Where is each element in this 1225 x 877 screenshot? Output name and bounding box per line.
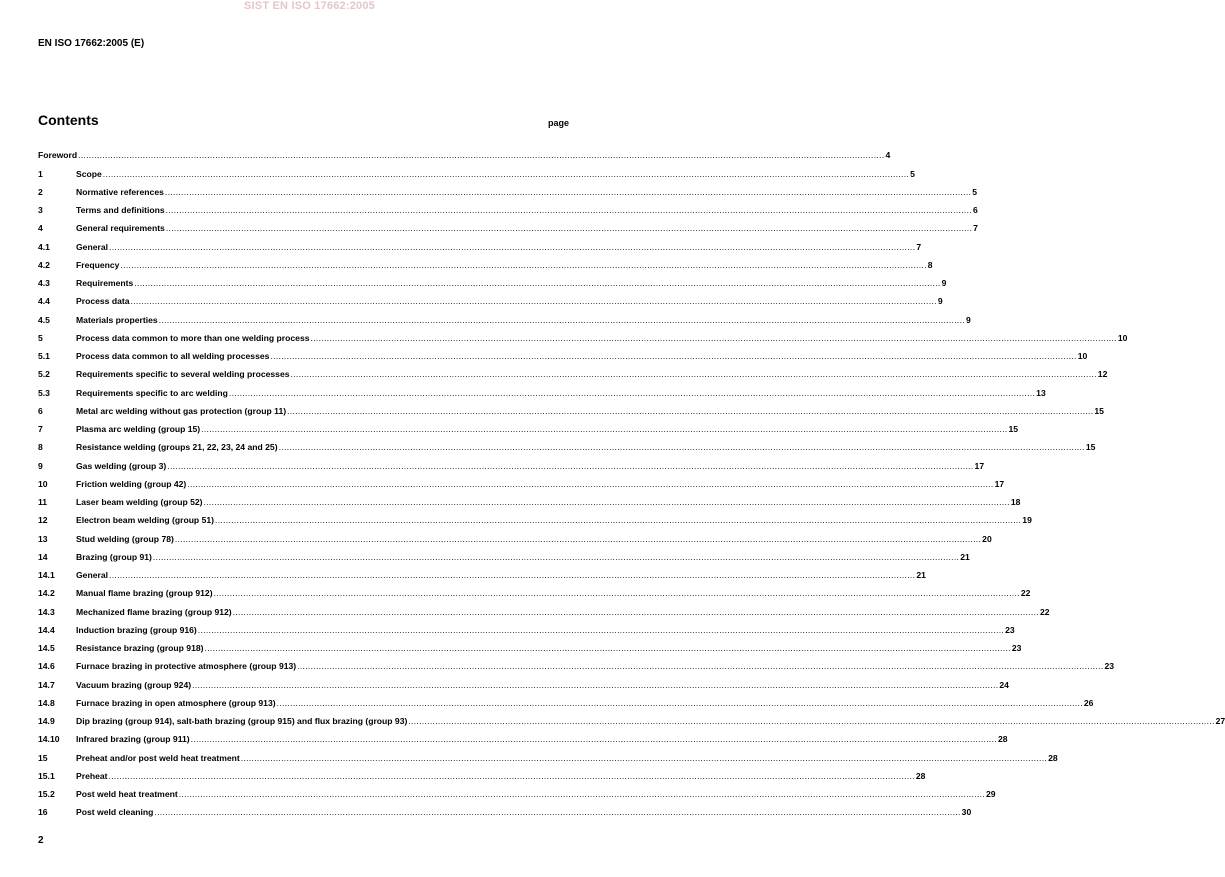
toc-entry-title: Induction brazing (group 916) bbox=[76, 624, 197, 635]
toc-entry[interactable] bbox=[38, 643, 1022, 661]
toc-entry-title: Mechanized flame brazing (group 912) bbox=[76, 606, 232, 617]
toc-entry-title: Resistance brazing (group 918) bbox=[76, 643, 204, 653]
toc-entry-page: 10 bbox=[1077, 351, 1088, 361]
dot-leader: ............................................................................................................................................................................................................................................................................................................ bbox=[120, 259, 927, 270]
toc-entry[interactable] bbox=[38, 351, 1088, 369]
toc-entry-number: 15 bbox=[38, 752, 48, 763]
toc-entry[interactable] bbox=[38, 223, 978, 241]
dot-leader: ............................................................................................................................................................................................................................................................................................................ bbox=[203, 497, 1010, 507]
toc-entry-page: 20 bbox=[982, 533, 992, 544]
toc-entry-page: 5 bbox=[910, 168, 915, 179]
toc-entry-title: Furnace brazing in protective atmosphere (group 913) bbox=[76, 661, 297, 672]
dot-leader: ............................................................................................................................................................................................................................................................................................................ bbox=[408, 716, 1215, 726]
toc-entry[interactable] bbox=[38, 734, 1008, 752]
toc-entry-page: 22 bbox=[1020, 588, 1031, 599]
toc-entry-title: Preheat bbox=[76, 770, 108, 781]
toc-entry-number: 3 bbox=[38, 205, 43, 215]
toc-entry[interactable] bbox=[38, 205, 978, 223]
toc-entry-number: 2 bbox=[38, 186, 43, 197]
toc-entry-title: Scope bbox=[76, 168, 102, 179]
dot-leader: ............................................................................................................................................................................................................................................................................................................ bbox=[109, 241, 916, 252]
toc-entry-page: 9 bbox=[965, 314, 971, 325]
dot-leader: ............................................................................................................................................................................................................................................................................................................ bbox=[240, 752, 1048, 763]
dot-leader: ............................................................................................................................................................................................................................................................................................................ bbox=[158, 314, 965, 325]
toc-entry-number: 4.2 bbox=[38, 259, 50, 270]
toc-entry-title: Gas welding (group 3) bbox=[76, 460, 167, 471]
toc-entry-number: 6 bbox=[38, 405, 43, 416]
toc-entry-page: 24 bbox=[999, 679, 1009, 690]
toc-entry-number: 11 bbox=[38, 497, 48, 507]
toc-entry-number: 4 bbox=[38, 223, 43, 234]
toc-entry-title: Requirements bbox=[76, 278, 134, 288]
document-id: EN ISO 17662:2005 (E) bbox=[38, 38, 145, 49]
toc-entry-title: Metal arc welding without gas protection (group 11) bbox=[76, 405, 287, 416]
toc-entry-page: 18 bbox=[1010, 497, 1021, 507]
toc-entry-page: 23 bbox=[1104, 661, 1114, 672]
toc-entry-number: 14.9 bbox=[38, 716, 55, 726]
dot-leader: ............................................................................................................................................................................................................................................................................................................ bbox=[310, 332, 1117, 343]
toc-entry-title: Process data common to all welding processes bbox=[76, 351, 270, 361]
toc-entry-page: 5 bbox=[972, 186, 977, 197]
toc-entry-page: 28 bbox=[1048, 752, 1058, 763]
dot-leader: ............................................................................................................................................................................................................................................................................................................ bbox=[109, 570, 916, 580]
toc-entry[interactable] bbox=[38, 661, 1114, 679]
toc-entry[interactable] bbox=[38, 697, 1094, 716]
toc-entry-number: 10 bbox=[38, 478, 48, 489]
dot-leader: ............................................................................................................................................................................................................................................................................................................ bbox=[152, 551, 960, 562]
toc-entry[interactable] bbox=[38, 332, 1128, 351]
toc-entry-page: 8 bbox=[927, 259, 933, 270]
toc-entry-number: 4.5 bbox=[38, 314, 50, 325]
toc-entry-number: 8 bbox=[38, 442, 43, 453]
toc-entry-title: Frequency bbox=[76, 259, 120, 270]
toc-entry[interactable] bbox=[38, 186, 977, 205]
dot-leader: ............................................................................................................................................................................................................................................................................................................ bbox=[165, 223, 973, 234]
toc-entry[interactable] bbox=[38, 570, 926, 588]
toc-entry-page: 9 bbox=[937, 296, 943, 307]
toc-entry-page: 4 bbox=[885, 150, 891, 160]
toc-entry-title: Process data bbox=[76, 296, 130, 307]
toc-entry-number: 14.3 bbox=[38, 606, 55, 617]
toc-title: Contents bbox=[38, 112, 99, 128]
toc-entry-page: 27 bbox=[1215, 716, 1225, 726]
toc-entry-number: 15.1 bbox=[38, 770, 55, 781]
toc-entry-page: 26 bbox=[1083, 697, 1094, 708]
toc-entry-title: Process data common to more than one welding process bbox=[76, 332, 310, 343]
toc-entry-page: 28 bbox=[997, 734, 1008, 745]
toc-entry-number: 13 bbox=[38, 533, 48, 544]
toc-entry[interactable] bbox=[38, 478, 1005, 497]
toc-entry[interactable] bbox=[38, 369, 1108, 387]
dot-leader: ............................................................................................................................................................................................................................................................................................................ bbox=[276, 697, 1083, 708]
dot-leader: ............................................................................................................................................................................................................................................................................................................ bbox=[154, 807, 961, 818]
toc-entry[interactable] bbox=[38, 460, 985, 479]
toc-entry[interactable] bbox=[38, 387, 1046, 406]
toc-entry-number: 4.1 bbox=[38, 241, 50, 252]
toc-entry-page: 6 bbox=[972, 205, 978, 215]
toc-entry-page: 13 bbox=[1036, 387, 1046, 398]
toc-entry-page: 23 bbox=[1011, 643, 1022, 653]
dot-leader: ............................................................................................................................................................................................................................................................................................................ bbox=[197, 624, 1005, 635]
toc-entry[interactable] bbox=[38, 424, 1019, 442]
toc-entry-page: 15 bbox=[1085, 442, 1096, 453]
toc-entry-page: 21 bbox=[960, 551, 970, 562]
footer-page-number: 2 bbox=[38, 835, 44, 846]
toc-entry-title: Resistance welding (groups 21, 22, 23, 24 and 25) bbox=[76, 442, 278, 453]
toc-entry-number: 12 bbox=[38, 515, 48, 526]
dot-leader: ............................................................................................................................................................................................................................................................................................................ bbox=[167, 460, 974, 471]
toc-entry-number: 1 bbox=[38, 168, 43, 179]
toc-entry-number: 14.5 bbox=[38, 643, 55, 653]
toc-entry-page: 7 bbox=[916, 241, 922, 252]
dot-leader: ............................................................................................................................................................................................................................................................................................................ bbox=[78, 150, 885, 160]
toc-entry-number: 5.1 bbox=[38, 351, 50, 361]
toc-entry[interactable] bbox=[38, 551, 970, 570]
toc-entry-number: 14.7 bbox=[38, 679, 55, 690]
toc-entry[interactable] bbox=[38, 679, 1009, 698]
dot-leader: ............................................................................................................................................................................................................................................................................................................ bbox=[130, 296, 937, 307]
toc-entry-title: Stud welding (group 78) bbox=[76, 533, 174, 544]
toc-entry[interactable] bbox=[38, 296, 943, 314]
dot-leader: ............................................................................................................................................................................................................................................................................................................ bbox=[102, 168, 910, 179]
dot-leader: ............................................................................................................................................................................................................................................................................................................ bbox=[165, 205, 972, 215]
toc-entry-title: Post weld cleaning bbox=[76, 807, 154, 818]
toc-entries bbox=[38, 168, 1225, 826]
toc-entry-number: 5 bbox=[38, 332, 43, 343]
dot-leader: ............................................................................................................................................................................................................................................................................................................ bbox=[215, 515, 1022, 526]
dot-leader: ............................................................................................................................................................................................................................................................................................................ bbox=[190, 734, 997, 745]
toc-entry-number: 14.1 bbox=[38, 570, 55, 580]
toc-entry-page: 30 bbox=[961, 807, 972, 818]
dot-leader: ............................................................................................................................................................................................................................................................................................................ bbox=[270, 351, 1077, 361]
toc-entry-page: 12 bbox=[1097, 369, 1108, 380]
toc-entry-title: Friction welding (group 42) bbox=[76, 478, 187, 489]
toc-entry-title: General requirements bbox=[76, 223, 165, 234]
toc-entry-title: Requirements specific to arc welding bbox=[76, 387, 228, 398]
dot-leader: ............................................................................................................................................................................................................................................................................................................ bbox=[164, 186, 972, 197]
toc-entry-page: 10 bbox=[1117, 332, 1128, 343]
toc-entry[interactable] bbox=[38, 770, 926, 789]
toc-entry[interactable] bbox=[38, 533, 992, 552]
toc-entry[interactable] bbox=[38, 314, 971, 333]
toc-entry-page: 28 bbox=[915, 770, 926, 781]
dot-leader: ............................................................................................................................................................................................................................................................................................................ bbox=[187, 478, 994, 489]
dot-leader: ............................................................................................................................................................................................................................................................................................................ bbox=[287, 405, 1094, 416]
toc-entry-number: 14.6 bbox=[38, 661, 55, 672]
toc-entry[interactable] bbox=[38, 168, 915, 187]
toc-entry[interactable] bbox=[38, 752, 1058, 771]
toc-entry-number: 5.3 bbox=[38, 387, 50, 398]
toc-entry-number: 15.2 bbox=[38, 789, 55, 799]
toc-entry[interactable] bbox=[38, 716, 1225, 734]
dot-leader: ............................................................................................................................................................................................................................................................................................................ bbox=[228, 387, 1036, 398]
toc-entry-title: Infrared brazing (group 911) bbox=[76, 734, 190, 745]
toc-entry-title: Terms and definitions bbox=[76, 205, 165, 215]
dot-leader: ............................................................................................................................................................................................................................................................................................................ bbox=[108, 770, 915, 781]
watermark: SIST EN ISO 17662:2005 bbox=[244, 0, 375, 12]
toc-entry-title: General bbox=[76, 570, 109, 580]
toc-entry-number: 14.10 bbox=[38, 734, 60, 745]
toc-entry-number: 4.3 bbox=[38, 278, 50, 288]
toc-entry[interactable] bbox=[38, 405, 1104, 424]
toc-entry-page: 29 bbox=[986, 789, 996, 799]
toc-entry-title: Materials properties bbox=[76, 314, 158, 325]
toc-entry[interactable] bbox=[38, 588, 1031, 606]
toc-entry-title: Manual flame brazing (group 912) bbox=[76, 588, 213, 599]
toc-entry-foreword[interactable] bbox=[38, 150, 891, 169]
toc-entry-page: 22 bbox=[1039, 606, 1050, 617]
toc-entry[interactable] bbox=[38, 278, 947, 296]
toc-entry[interactable] bbox=[38, 807, 972, 825]
toc-entry-number: 14.4 bbox=[38, 624, 55, 635]
toc-entry-number: 5.2 bbox=[38, 369, 50, 380]
page-column-label: page bbox=[547, 118, 569, 128]
toc-entry-title: Electron beam welding (group 51) bbox=[76, 515, 214, 526]
toc-entry-page: 19 bbox=[1022, 515, 1032, 526]
toc-entry-page: 17 bbox=[994, 478, 1005, 489]
toc-entry-number: 16 bbox=[38, 807, 48, 818]
toc-entry[interactable] bbox=[38, 241, 922, 260]
dot-leader: ............................................................................................................................................................................................................................................................................................................ bbox=[297, 661, 1104, 672]
dot-leader: ............................................................................................................................................................................................................................................................................................................ bbox=[278, 442, 1085, 453]
dot-leader: ............................................................................................................................................................................................................................................................................................................ bbox=[174, 533, 982, 544]
toc-entry-number: 7 bbox=[38, 424, 43, 434]
toc-entry-title: General bbox=[76, 241, 109, 252]
dot-leader: ............................................................................................................................................................................................................................................................................................................ bbox=[204, 643, 1011, 653]
dot-leader: ............................................................................................................................................................................................................................................................................................................ bbox=[178, 789, 986, 799]
toc-entry-number: 4.4 bbox=[38, 296, 50, 307]
toc-entry[interactable] bbox=[38, 497, 1021, 515]
toc-entry-page: 7 bbox=[973, 223, 978, 234]
toc-entry[interactable] bbox=[38, 606, 1050, 625]
toc-entry-page: 21 bbox=[916, 570, 926, 580]
dot-leader: ............................................................................................................................................................................................................................................................................................................ bbox=[134, 278, 941, 288]
toc-entry-number: 14.2 bbox=[38, 588, 55, 599]
toc-entry-page: 15 bbox=[1094, 405, 1104, 416]
toc-entry-title: Dip brazing (group 914), salt-bath brazing (group 915) and flux brazing (group 93) bbox=[76, 716, 408, 726]
toc-entry-number: 14 bbox=[38, 551, 48, 562]
toc-entry-title: Brazing (group 91) bbox=[76, 551, 152, 562]
table-of-contents bbox=[38, 150, 1225, 826]
dot-leader: ............................................................................................................................................................................................................................................................................................................ bbox=[290, 369, 1097, 380]
toc-entry-title: Preheat and/or post weld heat treatment bbox=[76, 752, 240, 763]
dot-leader: ............................................................................................................................................................................................................................................................................................................ bbox=[232, 606, 1039, 617]
toc-entry[interactable] bbox=[38, 442, 1096, 460]
toc-entry-page: 9 bbox=[941, 278, 947, 288]
toc-entry[interactable] bbox=[38, 515, 1032, 533]
toc-entry-title: Vacuum brazing (group 924) bbox=[76, 679, 192, 690]
toc-entry-page: 17 bbox=[974, 460, 985, 471]
toc-entry-title: Normative references bbox=[76, 186, 164, 197]
toc-entry-title: Requirements specific to several welding processes bbox=[76, 369, 290, 380]
toc-entry-page: 23 bbox=[1005, 624, 1015, 635]
toc-entry-page: 15 bbox=[1008, 424, 1019, 434]
dot-leader: ............................................................................................................................................................................................................................................................................................................ bbox=[213, 588, 1020, 599]
toc-entry-title: Plasma arc welding (group 15) bbox=[76, 424, 201, 434]
toc-entry[interactable] bbox=[38, 259, 933, 278]
dot-leader: ............................................................................................................................................................................................................................................................................................................ bbox=[192, 679, 999, 690]
toc-entry-number: 9 bbox=[38, 460, 43, 471]
dot-leader: ............................................................................................................................................................................................................................................................................................................ bbox=[201, 424, 1008, 434]
toc-entry-title: Furnace brazing in open atmosphere (group 913) bbox=[76, 697, 276, 708]
toc-entry-title: Post weld heat treatment bbox=[76, 789, 178, 799]
toc-entry-title: Foreword bbox=[38, 150, 78, 160]
toc-entry-number: 14.8 bbox=[38, 697, 55, 708]
toc-entry[interactable] bbox=[38, 789, 996, 807]
toc-entry-title: Laser beam welding (group 52) bbox=[76, 497, 203, 507]
toc-entry[interactable] bbox=[38, 624, 1015, 643]
